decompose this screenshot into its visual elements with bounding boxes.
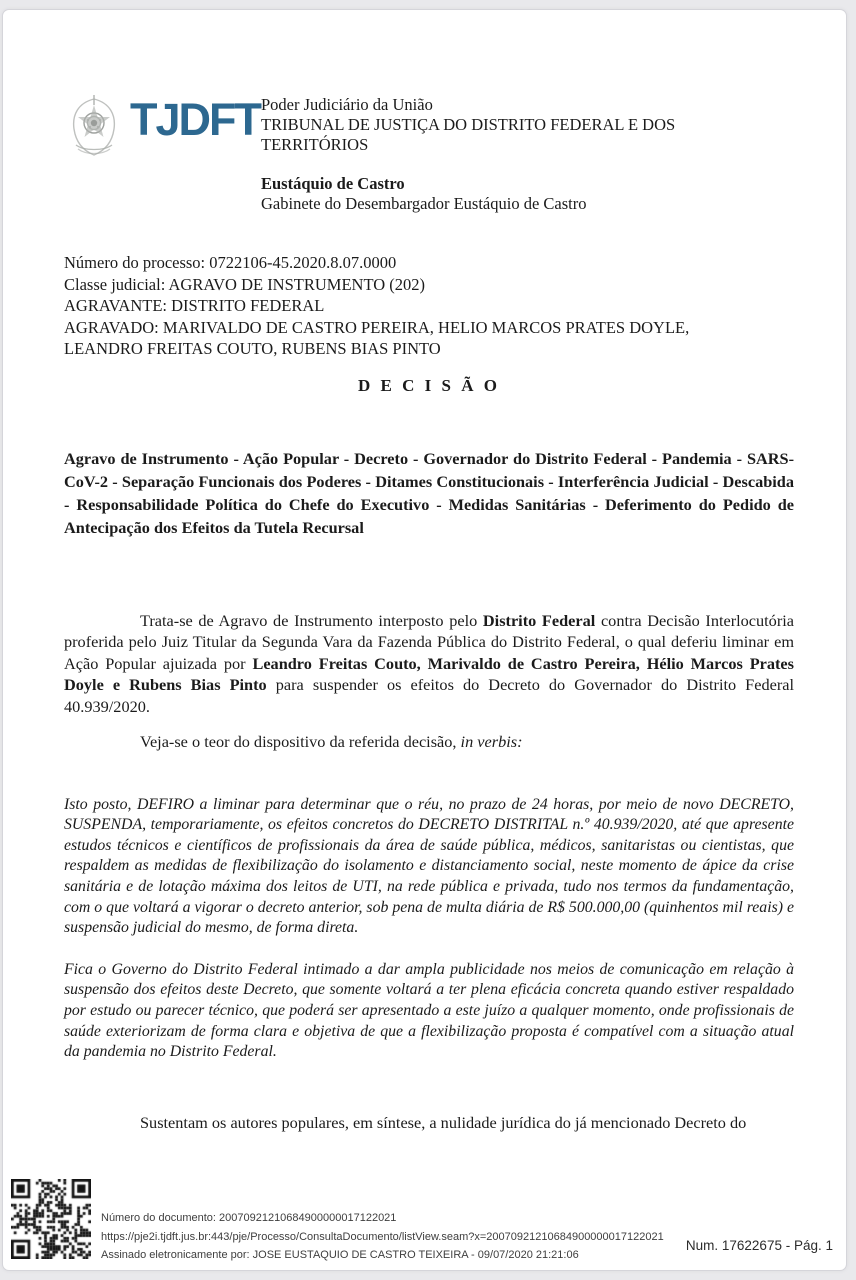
brazil-coat-of-arms-icon [64,93,124,166]
tjdft-logo [64,92,261,214]
quoted-decision-text-1: Isto posto, DEFIRO a liminar para determinar que o réu, no prazo de 24 horas, por meio de novo DECRETO, SUSPENDA, temporariamente, os efeitos concretos do DECRETO DISTRITAL n.º 40.939/2020, até que apresente estudos técnicos e científicos de profissionais da área de saúde pública, médicos, sanitaristas ou cientistas, que respaldem as medidas de flexibilização do isolamento e distanciamento social, neste momento de ápice da crise sanitária e de lotação máxima dos leitos de UTI, na rede pública e privada, tudo nos termos da fundamentação, com o que voltará a vigorar o decreto anterior, sob pena de multa diária de R$ 500.000,00 (quinhentos mil reais) e suspensão judicial do mesmo, de forma direta. [64,795,794,937]
paragraph-intro: Trata-se de Agravo de Instrumento interposto pelo Distrito Federal contra Decisão Interlocutória proferida pelo Juiz Titular da Segunda Vara da Fazenda Pública do Distrito Federal, o qual deferiu liminar em Ação Popular ajuizada por Leandro Freitas Couto, Marivaldo de Castro Pereira, Hélio Marcos Prates Doyle e Rubens Bias Pinto para suspender os efeitos do Decreto do Governador do Distrito Federal 40.939/2020. [64,610,795,716]
footer-doc-info [101,1209,664,1265]
page-number-label: Num. 17622675 - Pág. 1 [685,1238,833,1253]
case-info: Número do processo: 0722106-45.2020.8.07.0000 Classe judicial: AGRAVO DE INSTRUMENTO (202) AGRAVANTE: DISTRITO FEDERAL AGRAVADO: MARIVALDO DE CASTRO PEREIRA, HELIO MARCOS PRATES DOYLE, LEANDRO FREITAS COUTO, RUBENS BIAS PINTO [64,253,690,358]
court-name: Poder Judiciário da União TRIBUNAL DE JUSTIÇA DO DISTRITO FEDERAL E DOS TERRITÓRIOS [261,95,676,154]
signature-line: Assinado eletronicamente por: JOSE EUSTAQUIO DE CASTRO TEIXEIRA - 09/07/2020 21:21:06 [101,1249,579,1261]
quoted-decision-text-2: Fica o Governo do Distrito Federal intimado a dar ampla publicidade nos meios de comunicação em relação à suspensão dos efeitos deste Decreto, que somente voltará a ter plena eficácia concreta quando estiver respaldado por estudo ou parecer técnico, que poderá ser apresentado a este juízo a qualquer momento, onde profissionais de saúde exteriorizam de forma clara e objetiva de que a flexibilização proposta é compatível com a situação atual da pandemia no Distrito Federal. [64,960,794,1061]
qr-code [11,1179,91,1259]
tjdft-logotype: TJDFT [130,94,260,145]
paragraph-veja-se: Veja-se o teor do dispositivo da referida decisão, in verbis: [140,732,523,752]
decision-title: D E C I S Ã O [358,375,500,395]
doc-number: Número do documento: 20070921210684900000017122021 [101,1212,397,1224]
document-header [64,92,794,214]
decision-headnote: Agravo de Instrumento - Ação Popular - Decreto - Governador do Distrito Federal - Pandemia - SARS-CoV-2 - Separação Funcionais dos Poderes - Ditames Constitucionais - Interferência Judicial - Descabida - Responsabilidade Política do Chefe do Executivo - Medidas Sanitárias - Deferimento do Pedido de Antecipação dos Efeitos da Tutela Recursal [64,448,794,538]
document-page [2,9,847,1271]
paragraph-sustentam: Sustentam os autores populares, em síntese, a nulidade jurídica do já mencionado Decreto do [140,1112,747,1132]
office-name: Gabinete do Desembargador Eustáquio de Castro [261,194,587,213]
judge-name: Eustáquio de Castro [261,174,405,193]
doc-url: https://pje2i.tjdft.jus.br:443/pje/Processo/ConsultaDocumento/listView.seam?x=20070921210684900000017122021 [101,1230,664,1243]
